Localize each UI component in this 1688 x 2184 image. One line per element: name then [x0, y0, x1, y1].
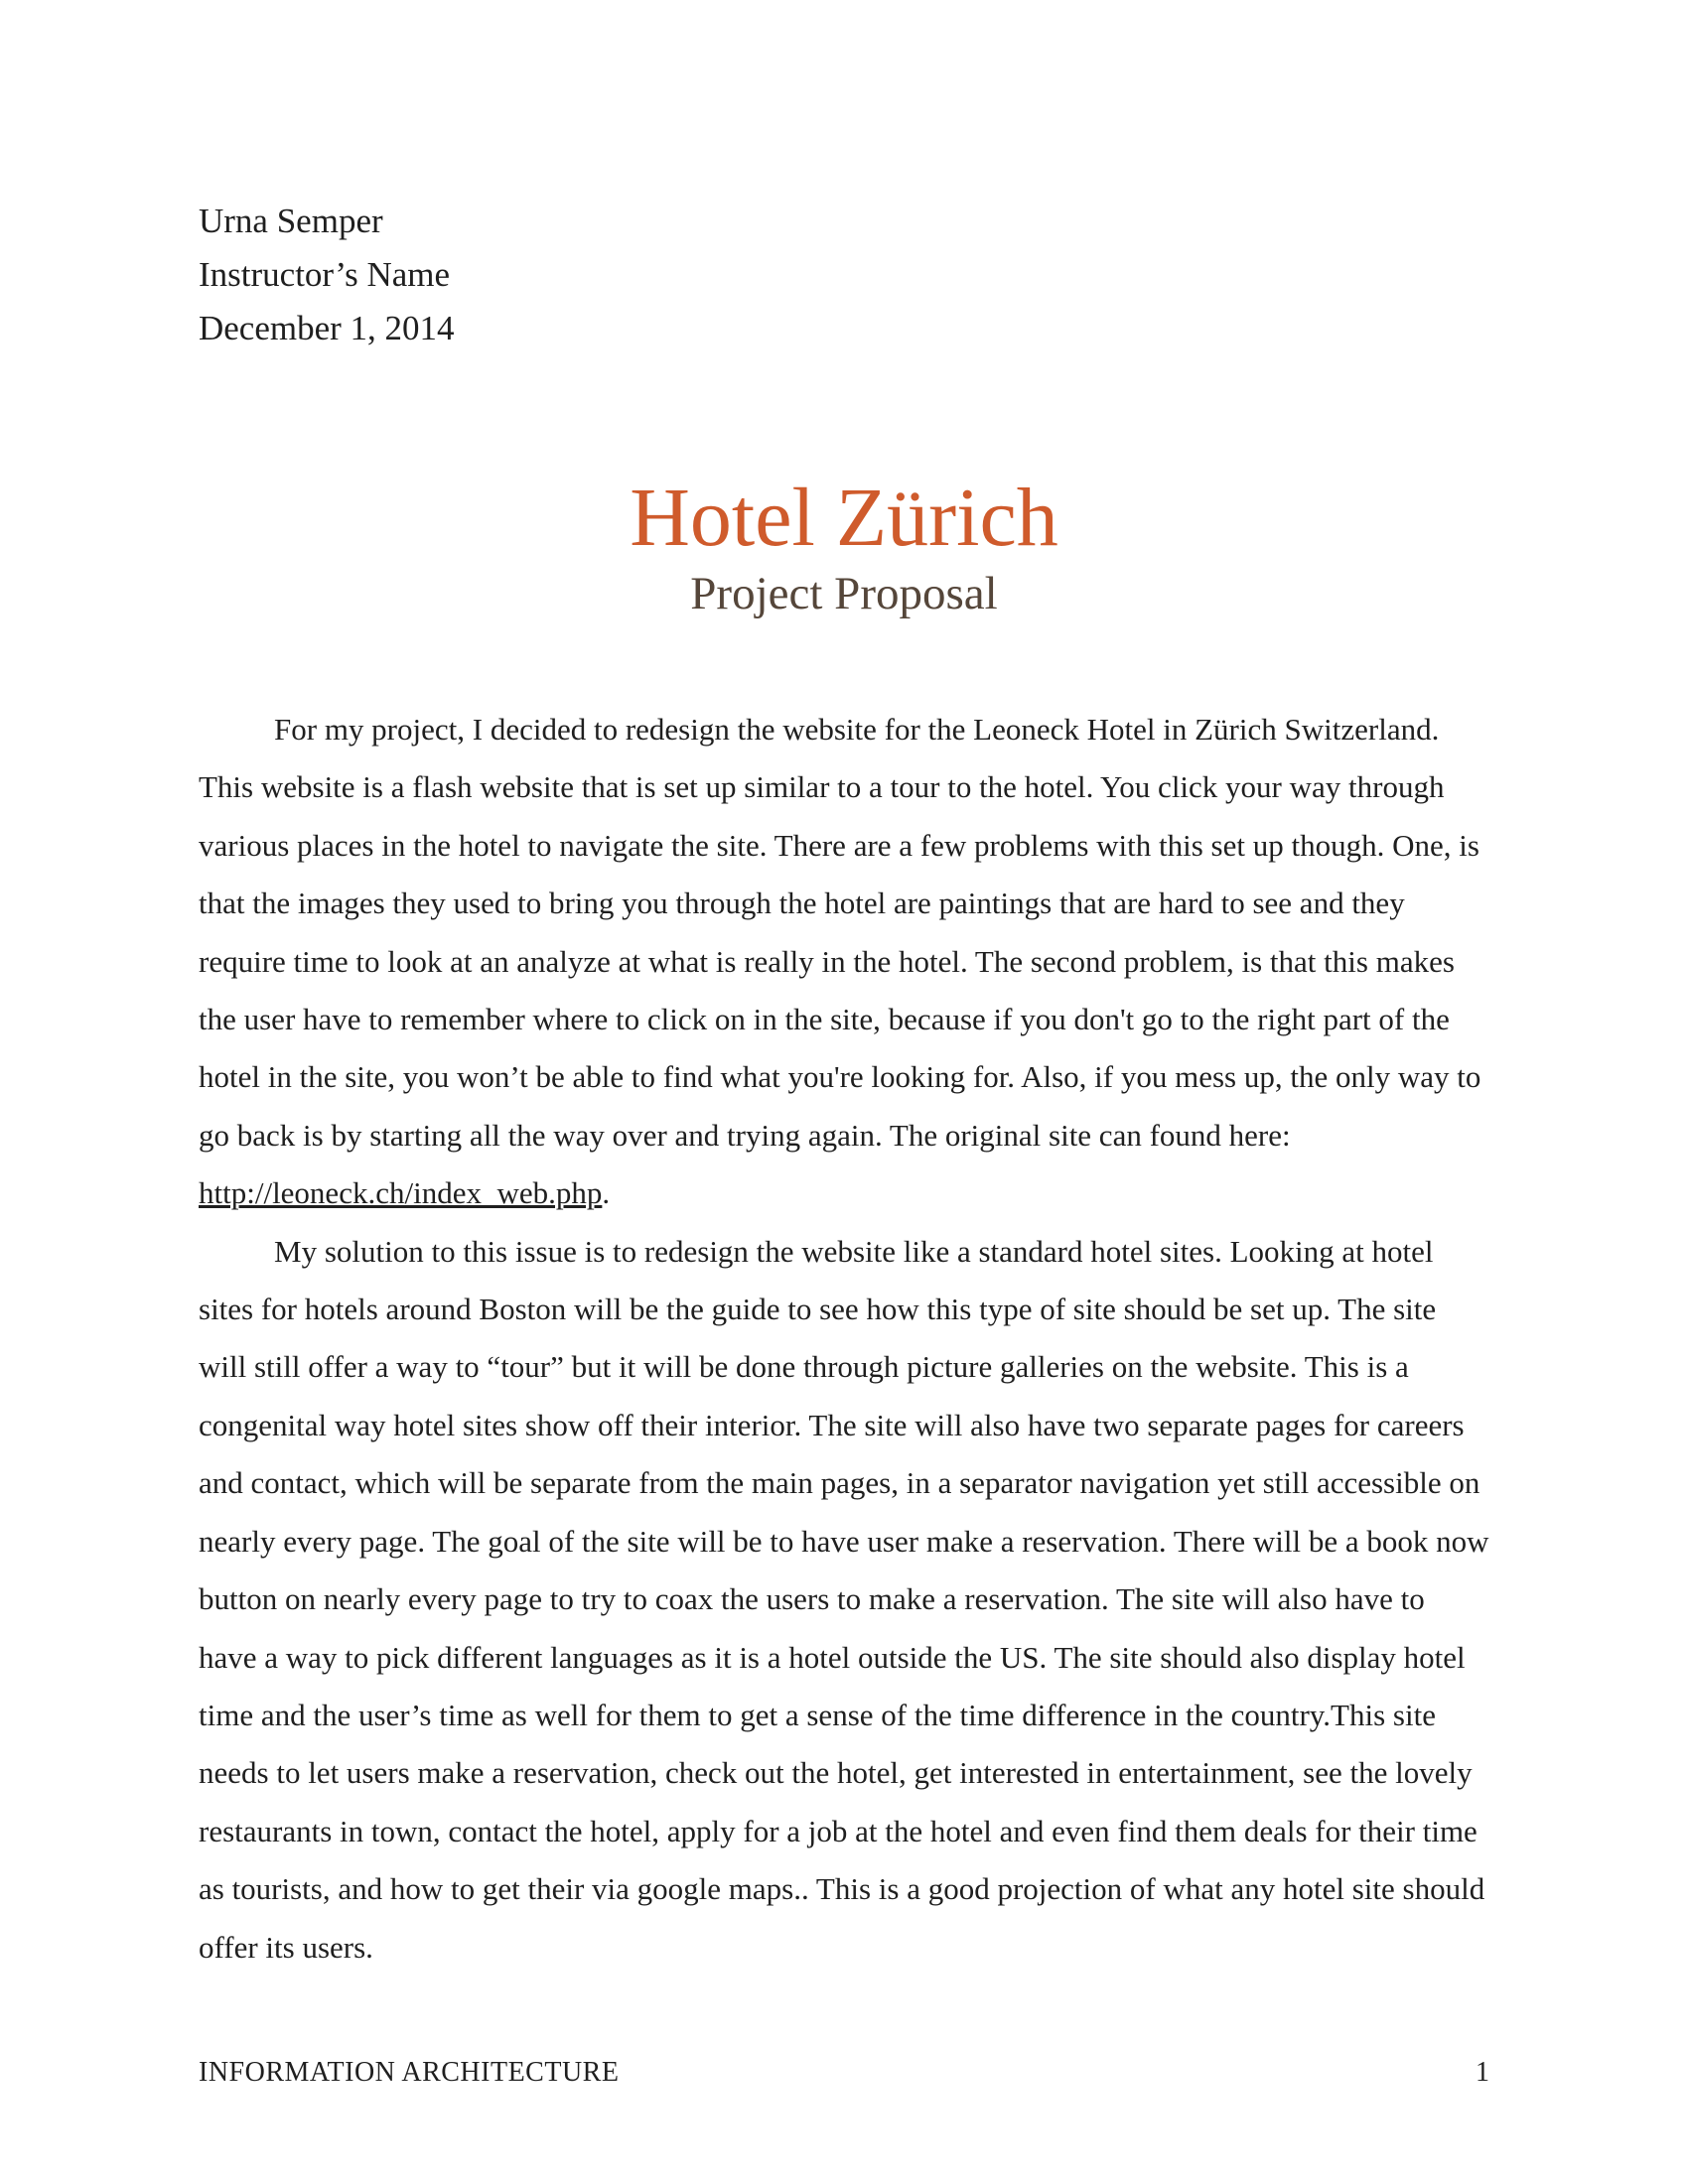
paragraph-1-end: . — [602, 1175, 611, 1211]
paragraph-1-text: For my project, I decided to redesign the website for the Leoneck Hotel in Zürich Switzerland. This website is a flash website that is set up similar to a tour to the hotel. You click your way through various places in the hotel to navigate the site. There are a few problems with this set up though. One, is that the images they used to bring you through the hotel are paintings that are hard to see and they require time to look at an analyze at what is really in the hotel. The second problem, is that this makes the user have to remember where to click on in the site, because if you don't go to the right part of the hotel in the site, you won’t be able to find what you're looking for. Also, if you mess up, the only way to go back is by starting all the way over and trying again. The original site can found here: — [199, 712, 1481, 1153]
instructor-name: Instructor’s Name — [199, 255, 451, 294]
page-number: 1 — [1476, 2057, 1489, 2088]
header-block — [199, 195, 455, 355]
author-name: Urna Semper — [199, 202, 383, 240]
paragraph-1 — [199, 701, 1489, 1223]
body-text — [199, 701, 1489, 1977]
original-site-link[interactable]: http://leoneck.ch/index_web.php — [199, 1175, 603, 1211]
document-subtitle: Project Proposal — [690, 568, 998, 619]
document-title: Hotel Zürich — [630, 472, 1058, 564]
footer-course: INFORMATION ARCHITECTURE — [199, 2057, 620, 2088]
document-date: December 1, 2014 — [199, 309, 455, 347]
paragraph-2: My solution to this issue is to redesign the website like a standard hotel sites. Looking at hotel sites for hotels around Boston will be the guide to see how this type of site should be set up. The site will still offer a way to “tour” but it will be done through picture galleries on the website. This is a congenital way hotel sites show off their interior. The site will also have two separate pages for careers and contact, which will be separate from the main pages, in a separator navigation yet still accessible on nearly every page. The goal of the site will be to have user make a reservation. There will be a book now button on nearly every page to try to coax the users to make a reservation. The site will also have to have a way to pick different languages as it is a hotel outside the US. The site should also display hotel time and the user’s time as well for them to get a sense of the time difference in the country.This site needs to let users make a reservation, check out the hotel, get interested in entertainment, see the lovely restaurants in town, contact the hotel, apply for a job at the hotel and even find them deals for their time as tourists, and how to get their via google maps.. This is a good projection of what any hotel site should offer its users. — [199, 1233, 1489, 1965]
